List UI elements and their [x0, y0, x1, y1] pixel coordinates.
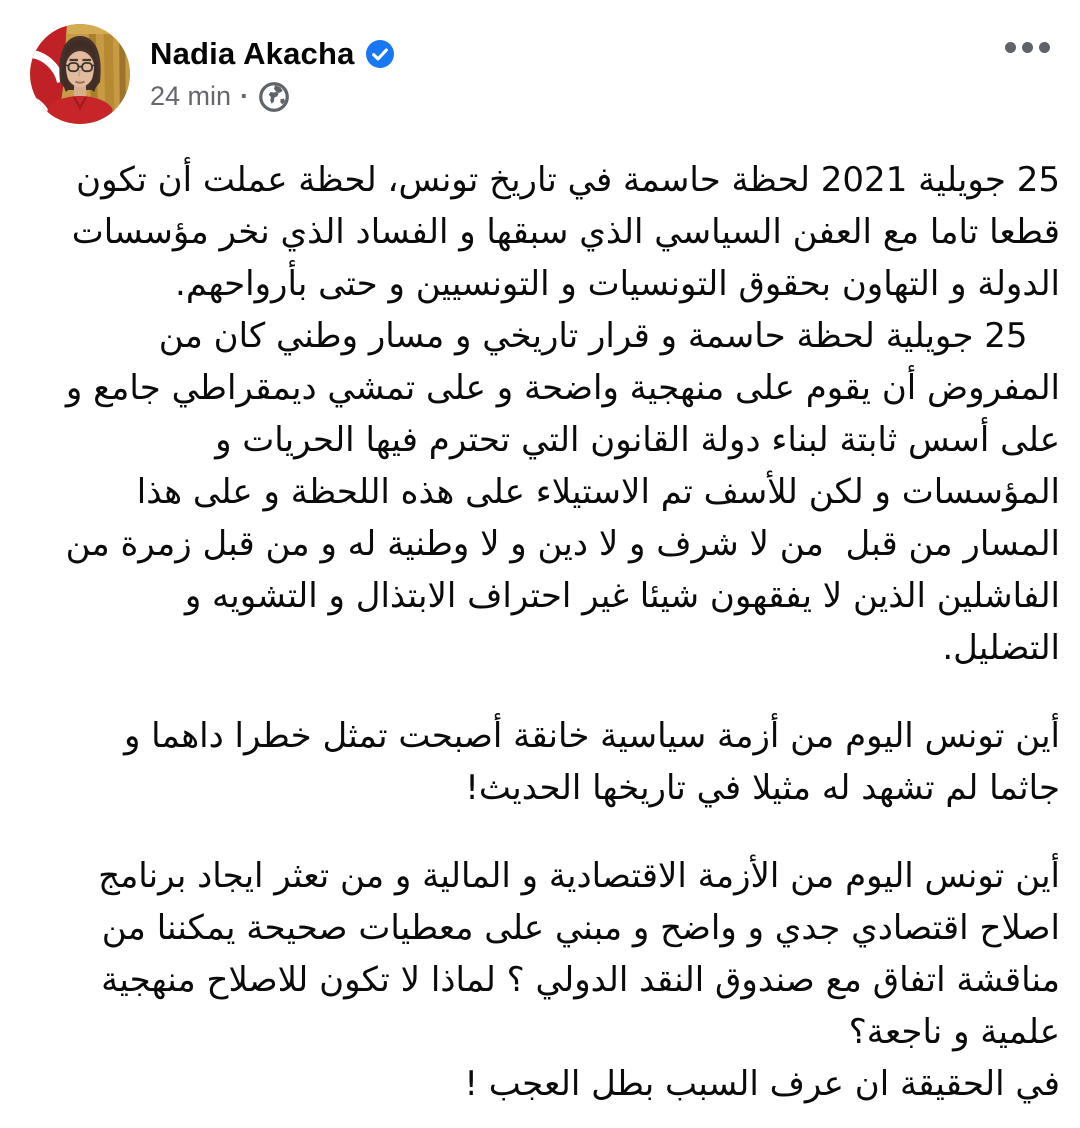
post-text-line: الدولة و التهاون بحقوق التونسيات و التونسيين و حتى بأرواحهم.	[175, 264, 1060, 304]
post-text-line: على أسس ثابتة لبناء دولة القانون التي تحترم فيها الحريات و	[215, 420, 1060, 460]
avatar-image	[30, 24, 130, 124]
post-paragraph	[36, 850, 1060, 1110]
meta-separator: ·	[240, 81, 250, 111]
header-text	[150, 24, 394, 112]
post-text-line: الفاشلين الذين لا يفقهون شيئا غير احتراف الابتذال و التشويه و	[184, 576, 1060, 616]
verified-badge-icon	[366, 40, 394, 68]
dot-icon	[1022, 42, 1033, 53]
globe-icon	[259, 82, 289, 112]
post-text-line: قطعا تاما مع العفن السياسي الذي سبقها و الفساد الذي نخر مؤسسات	[71, 212, 1060, 252]
post-text-line: علمية و ناجعة؟	[848, 1012, 1060, 1052]
post-text-line: أين تونس اليوم من أزمة سياسية خانقة أصبحت تمثل خطرا داهما و	[123, 716, 1060, 756]
post-text-line: المسار من قبل من لا شرف و لا دين و لا وطنية له و من قبل زمرة من	[65, 524, 1060, 564]
post-paragraph	[36, 710, 1060, 814]
post-options-button[interactable]	[1001, 34, 1054, 61]
timestamp[interactable]: 24 min	[150, 81, 232, 111]
post-text-line: مناقشة اتفاق مع صندوق النقد الدولي ؟ لماذا لا تكون للاصلاح منهجية	[101, 960, 1060, 1000]
name-row	[150, 36, 394, 72]
post-text-line: اصلاح اقتصادي جدي و واضح و مبني على معطيات صحيحة يمكننا من	[101, 908, 1060, 948]
post-text-line: جاثما لم تشهد له مثيلا في تاريخها الحديث!	[465, 768, 1060, 808]
dot-icon	[1039, 42, 1050, 53]
post-text-line: أين تونس اليوم من الأزمة الاقتصادية و المالية و من تعثر ايجاد برنامج	[98, 856, 1060, 896]
post-header	[0, 0, 1080, 124]
post-meta	[150, 81, 394, 112]
avatar[interactable]	[30, 24, 130, 124]
post-text	[0, 154, 1080, 1110]
post-text-line: 25 جويلية 2021 لحظة حاسمة في تاريخ تونس، لحظة عملت أن تكون	[76, 160, 1060, 200]
post-text-line: 25 جويلية لحظة حاسمة و قرار تاريخي و مسار وطني كان من	[158, 316, 1060, 356]
post-text-line: المؤسسات و لكن للأسف تم الاستيلاء على هذه اللحظة و على هذا	[136, 472, 1060, 512]
post-paragraph	[36, 154, 1060, 674]
dot-icon	[1005, 42, 1016, 53]
author-name[interactable]: Nadia Akacha	[150, 36, 355, 71]
post-text-line: التضليل.	[942, 628, 1060, 668]
post-text-line: المفروض أن يقوم على منهجية واضحة و على تمشي ديمقراطي جامع و	[65, 368, 1060, 408]
post-text-line: في الحقيقة ان عرف السبب بطل العجب !	[464, 1064, 1060, 1104]
